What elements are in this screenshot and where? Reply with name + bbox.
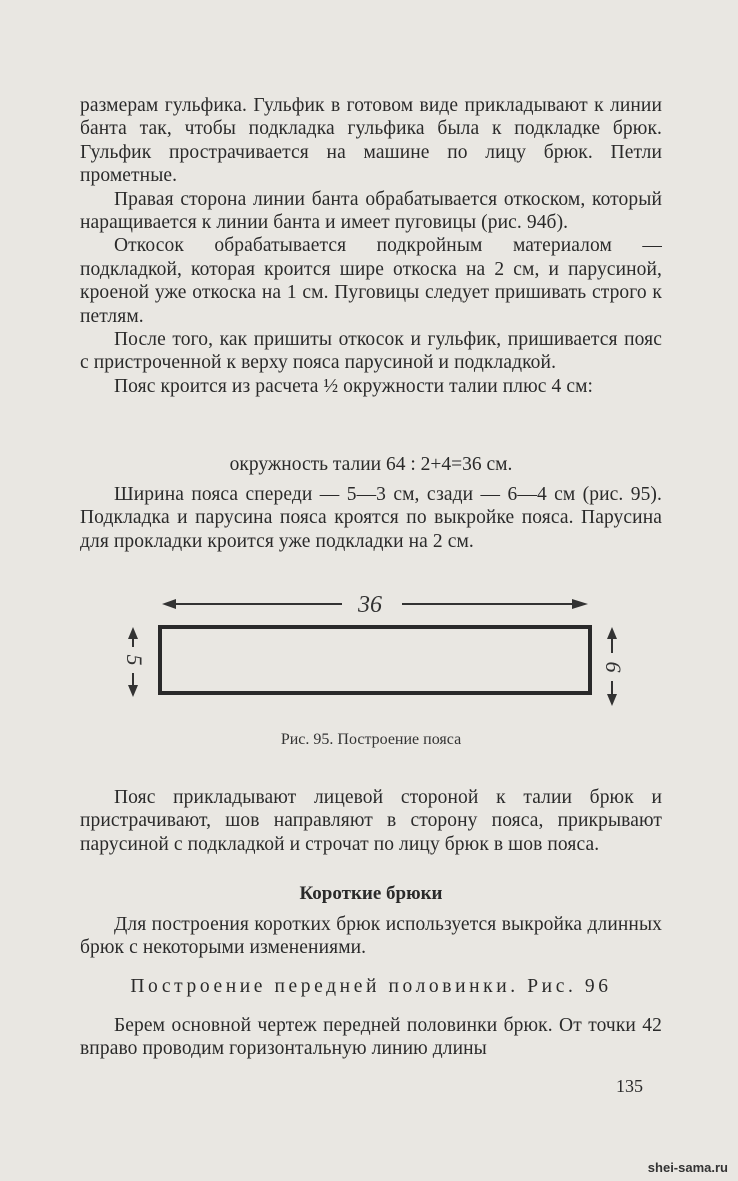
paragraph-9: Берем основной чертеж передней половинки брюк. От точки 42 вправо проводим горизонтальную линию длины xyxy=(80,1015,662,1060)
figure-caption: Рис. 95. Построение пояса xyxy=(280,731,462,748)
left-arrow-icon xyxy=(162,599,176,609)
paragraph-6: Ширина пояса спереди — 5—3 см, сзади — 6—4 см (рис. 95). Подкладка и парусина пояса кроятся по выкройке пояса. Парусина для прокладки кроится уже подкладки на 2 см. xyxy=(80,484,662,552)
page-number: 135 xyxy=(616,1076,643,1096)
text-block-bottom xyxy=(80,786,662,856)
paragraph-1: размерам гульфика. Гульфик в готовом виде прикладывают к линии банта так, чтобы подкладка гульфика была к подкладке брюк. Гульфик прострачивается на машине по лицу брюк. Петли прометные. xyxy=(80,95,662,187)
section-heading: Короткие брюки xyxy=(299,883,443,904)
right-width-label: 6 xyxy=(601,661,626,673)
paragraph-4: После того, как пришиты откосок и гульфик, пришивается пояс с пристроченной к верху пояса парусиной и подкладкой. xyxy=(80,329,662,374)
paragraph-3: Откосок обрабатывается подкройным материалом — подкладкой, которая кроится шире откоска на 2 см, и парусиной, кроеной уже откоска на 1 см. Пуговицы следует пришивать строго к петлям. xyxy=(80,235,662,327)
paragraph-2: Правая сторона линии банта обрабатывается откоском, который наращивается к линии банта и имеет пуговицы (рис. 94б). xyxy=(80,188,662,234)
text-block-last xyxy=(80,1014,662,1061)
subsection-heading: Построение передней половинки. Рис. 96 xyxy=(130,976,612,997)
formula: окружность талии 64 : 2+4=36 см. xyxy=(229,454,513,475)
left-width-label: 5 xyxy=(122,654,147,666)
paragraph-8: Для построения коротких брюк используется выкройка длинных брюк с некоторыми изменениями. xyxy=(80,914,662,959)
text-block-section xyxy=(80,913,662,960)
up-arrow-icon xyxy=(607,627,617,639)
length-label: 36 xyxy=(358,592,382,618)
up-arrow-icon xyxy=(128,627,138,639)
paragraph-7: Пояс прикладывают лицевой стороной к талии брюк и пристрачивают, шов направляют в сторону пояса, прикрывают парусиной с подкладкой и строчат по лицу брюк в шов пояса. xyxy=(80,787,662,855)
site-watermark: shei-sama.ru xyxy=(647,1160,728,1175)
down-arrow-icon xyxy=(607,694,617,706)
belt-rectangle xyxy=(160,627,590,693)
down-arrow-icon xyxy=(128,685,138,697)
paragraph-5: Пояс кроится из расчета ½ окружности талии плюс 4 см: xyxy=(114,375,594,397)
right-arrow-icon xyxy=(572,599,588,609)
